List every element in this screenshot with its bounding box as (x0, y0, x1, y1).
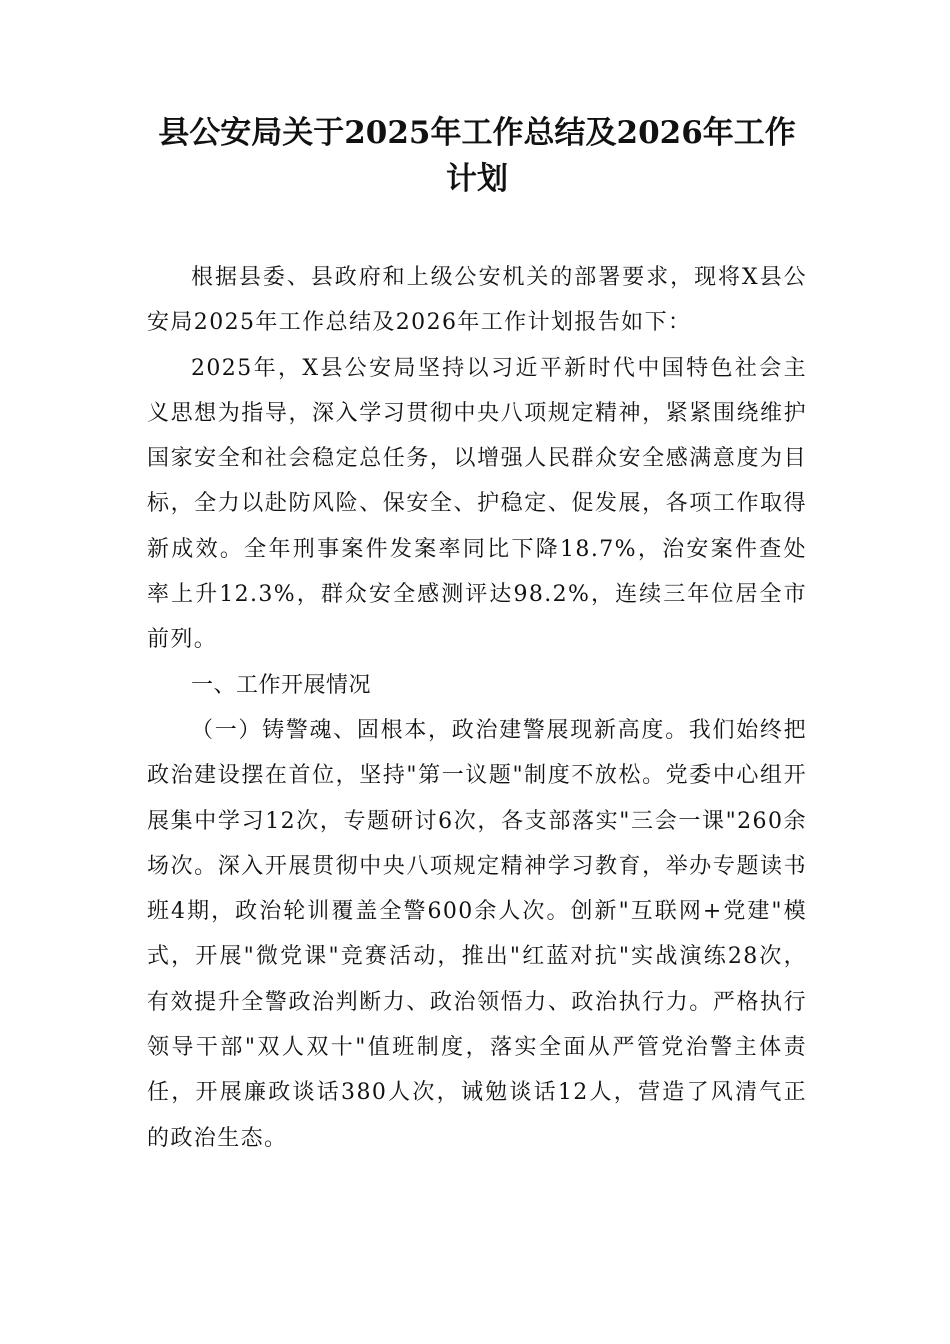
section-heading: 一、工作开展情况 (191, 672, 372, 698)
document-page (147, 110, 807, 1161)
document-title: 县公安局关于2025年工作总结及2026年工作计划 (158, 115, 796, 197)
subsection-paragraph: （一）铸警魂、固根本，政治建警展现新高度。我们始终把政治建设摆在首位，坚持"第一议题"制度不放松。党委中心组开展集中学习12次，专题研讨6次，各支部落实"三会一课"260余场次。深入开展贯彻中央八项规定精神学习教育，举办专题读书班4期，政治轮训覆盖全警600余人次。创新"互联网+党建"模式，开展"微党课"竞赛活动，推出"红蓝对抗"实战演练28次，有效提升全警政治判断力、政治领悟力、政治执行力。严格执行领导干部"双人双十"值班制度，落实全面从严管党治警主体责任，开展廉政谈话380人次，诫勉谈话12人，营造了风清气正的政治生态。 (147, 717, 807, 1151)
summary-paragraph: 2025年，X县公安局坚持以习近平新时代中国特色社会主义思想为指导，深入学习贯彻中央八项规定精神，紧紧围绕维护国家安全和社会稳定总任务，以增强人民群众安全感满意度为目标，全力以赴防风险、保安全、护稳定、促发展，各项工作取得新成效。全年刑事案件发案率同比下降18.7%，治安案件查处率上升12.3%，群众安全感测评达98.2%，连续三年位居全市前列。 (147, 355, 807, 653)
intro-paragraph: 根据县委、县政府和上级公安机关的部署要求，现将X县公安局2025年工作总结及2026年工作计划报告如下： (147, 265, 807, 336)
document-body (147, 255, 807, 1161)
